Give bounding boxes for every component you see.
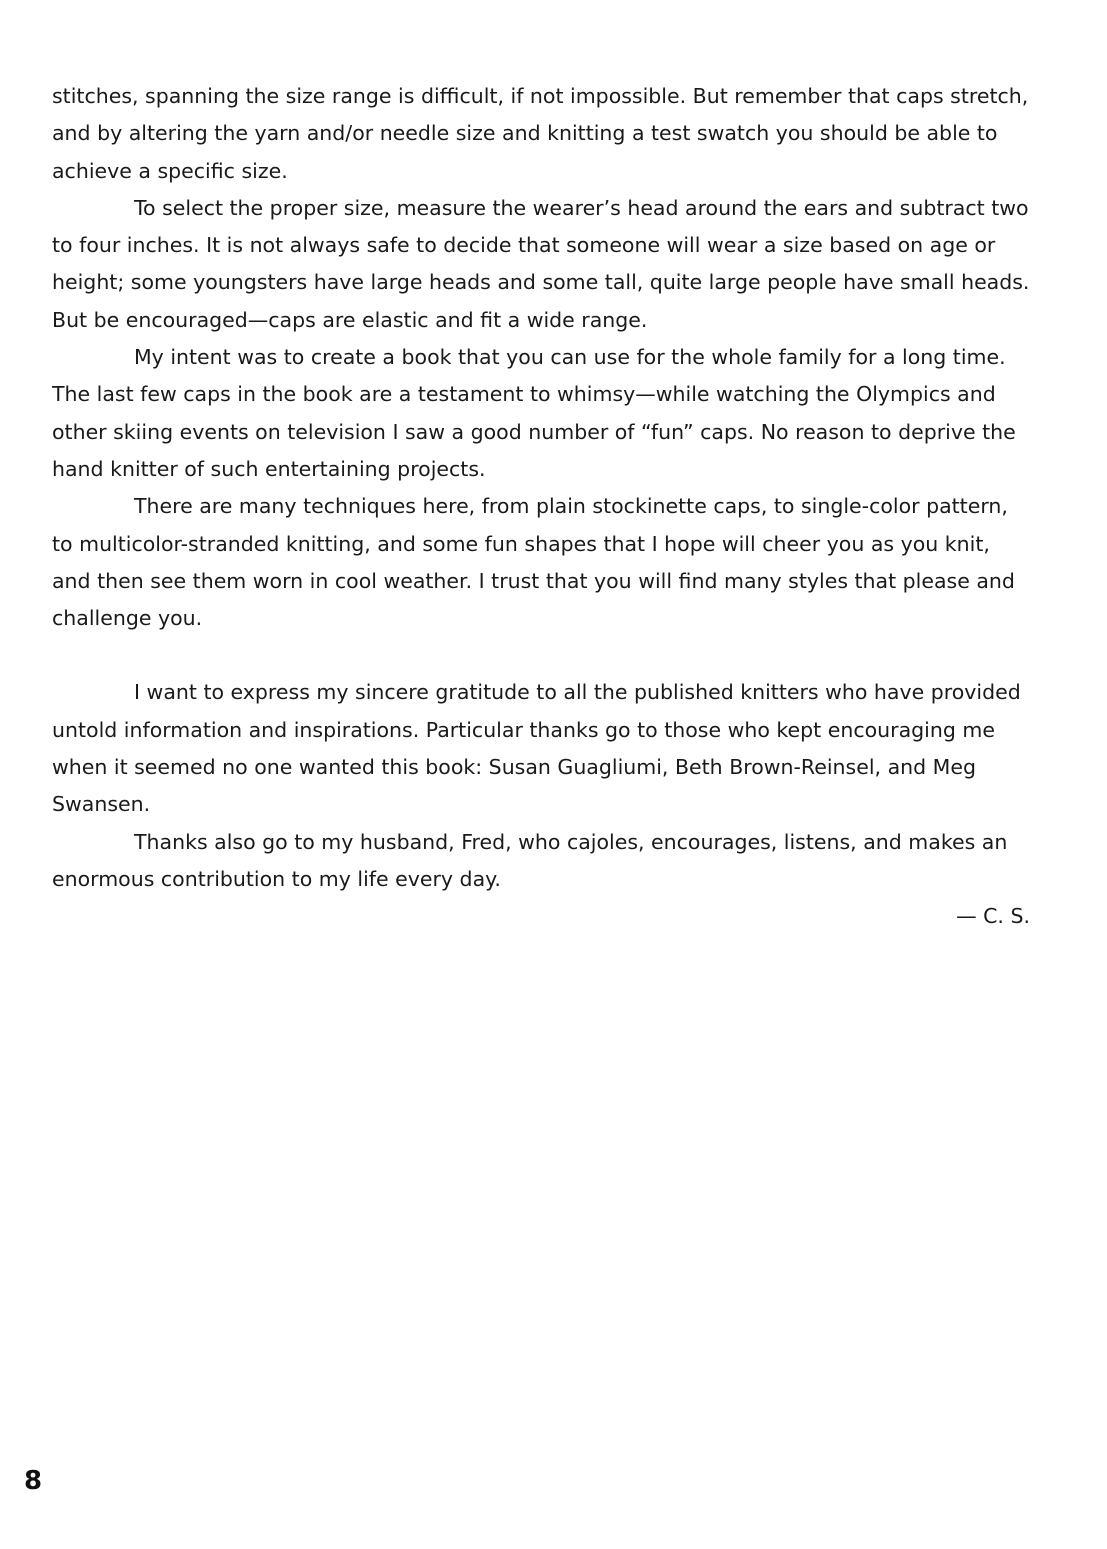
page-number: 8 xyxy=(24,1466,43,1496)
paragraph-thanks: Thanks also go to my husband, Fred, who cajoles, encourages, listens, and makes an enormous contribution to my life every day. xyxy=(52,829,1008,891)
paragraph-continued: stitches, spanning the size range is difficult, if not impossible. But remember that caps stretch, and by altering the yarn and/or needle size and knitting a test swatch you should be able to achieve a specific size. xyxy=(52,84,1029,183)
paragraph-intent: My intent was to create a book that you can use for the whole family for a long time. The last few caps in the book are a testament to whimsy—while watching the Olympics and other skiing events on television I saw a good number of “fun” caps. No reason to deprive the hand knitter of such entertaining projects. xyxy=(52,345,1016,481)
paragraph-sizing: To select the proper size, measure the wearer’s head around the ears and subtract two to four inches. It is not always safe to decide that someone will wear a size based on age or height; some youngsters have large heads and some tall, quite large people have small heads. But be encouraged—caps are elastic and fit a wide range. xyxy=(52,195,1030,332)
paragraph-gratitude: I want to express my sincere gratitude to all the published knitters who have provided untold information and inspirations. Particular thanks go to those who kept encouraging me when it seemed no one wanted this book: Susan Guagliumi, Beth Brown-Reinsel, and Meg Swansen. xyxy=(52,680,1021,817)
author-signature: — C. S. xyxy=(956,904,1030,929)
page-body xyxy=(52,78,1032,936)
section-gap xyxy=(52,637,1032,674)
paragraph-techniques: There are many techniques here, from plain stockinette caps, to single-color pattern, to multicolor-stranded knitting, and some fun shapes that I hope will cheer you as you knit, and then see them worn in cool weather. I trust that you will find many styles that please and challenge you. xyxy=(52,494,1015,631)
